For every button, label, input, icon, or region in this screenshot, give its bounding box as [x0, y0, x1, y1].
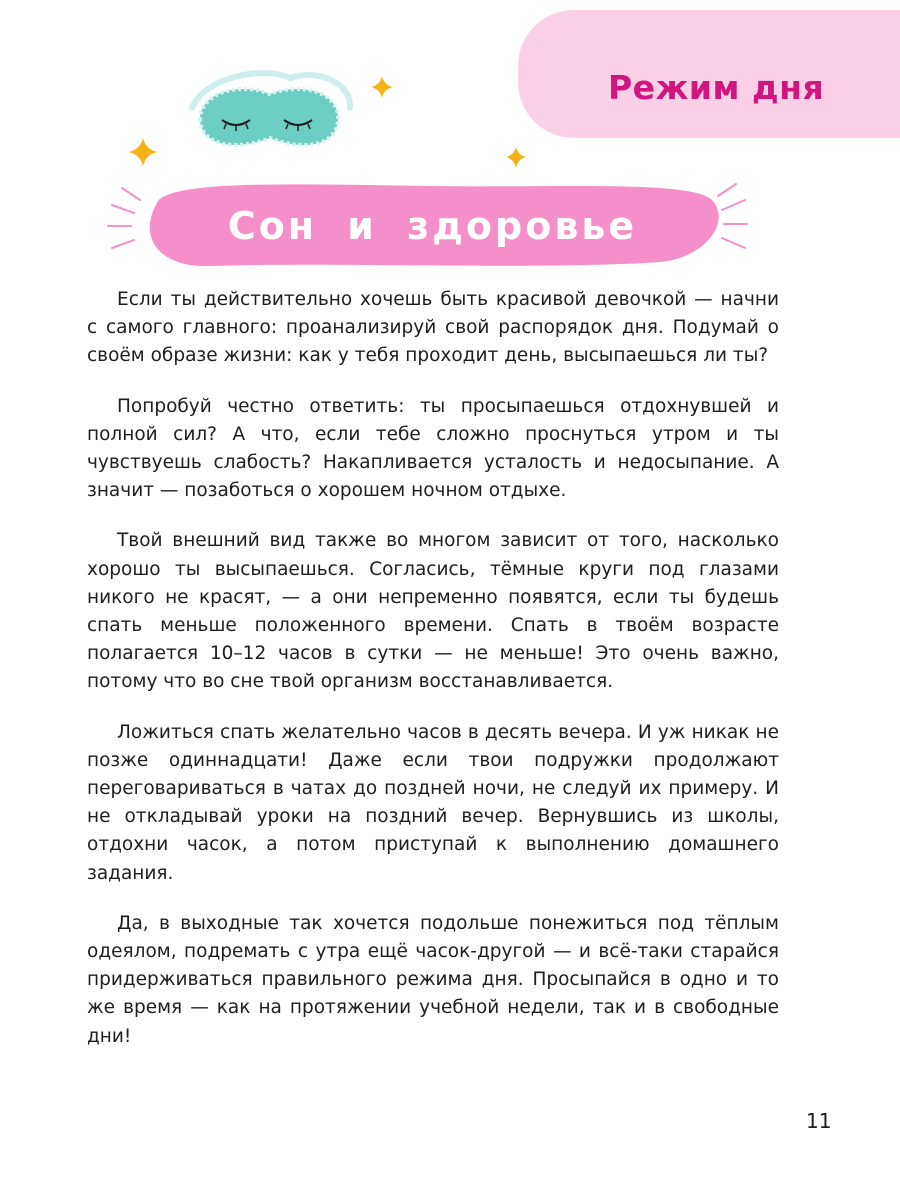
article-body [87, 286, 779, 1073]
paragraph: Если ты действительно хочешь быть красивой девочкой — начни с самого главного: проанализируй свой распорядок дня. Подумай о своём образе жизни: как у тебя проходит день, высыпаешься ли ты? [87, 289, 779, 367]
sleep-mask-icon [192, 73, 350, 145]
article-title: Сон и здоровье [227, 204, 638, 248]
sparkle-icon [128, 138, 158, 166]
sparkle-icon [506, 147, 526, 168]
paragraph: Твой внешний вид также во многом зависит от того, насколько хорошо ты высыпаешься. Согласись, тёмные круги под глазами никого не красят, — а они непременно появятся, если ты будешь спать меньше положенного времени. Спать в твоём возрасте полагается 10–12 часов в сутки — не меньше! Это очень важно, потому что во сне твой организм восстанавливается. [87, 530, 779, 693]
sparkle-icon [371, 76, 393, 98]
page-number: 11 [806, 1109, 832, 1133]
section-tab-title: Режим дня [608, 68, 825, 107]
paragraph: Да, в выходные так хочется подольше понежиться под тёплым одеялом, подремать с утра ещё часок-другой — и всё-таки старайся придерживаться правильного режима дня. Просыпайся в одно и то же время — как на протяжении учебной недели, так и в свободные дни! [87, 912, 779, 1047]
paragraph: Ложиться спать желательно часов в десять вечера. И уж никак не позже одиннадцати! Даже если твои подружки продолжают переговариваться в чатах до поздней ночи, не следуй их примеру. И не откладывай уроки на поздний вечер. Вернувшись из школы, отдохни часок, а потом приступай к выполнению домашнего задания. [87, 721, 779, 884]
burst-lines-left [108, 188, 140, 248]
paragraph: Попробуй честно ответить: ты просыпаешься отдохнувшей и полной сил? А что, если тебе сложно проснуться утром и ты чувствуешь слабость? Накапливается усталость и недосыпание. А значит — позаботься о хорошем ночном отдыхе. [87, 395, 779, 502]
